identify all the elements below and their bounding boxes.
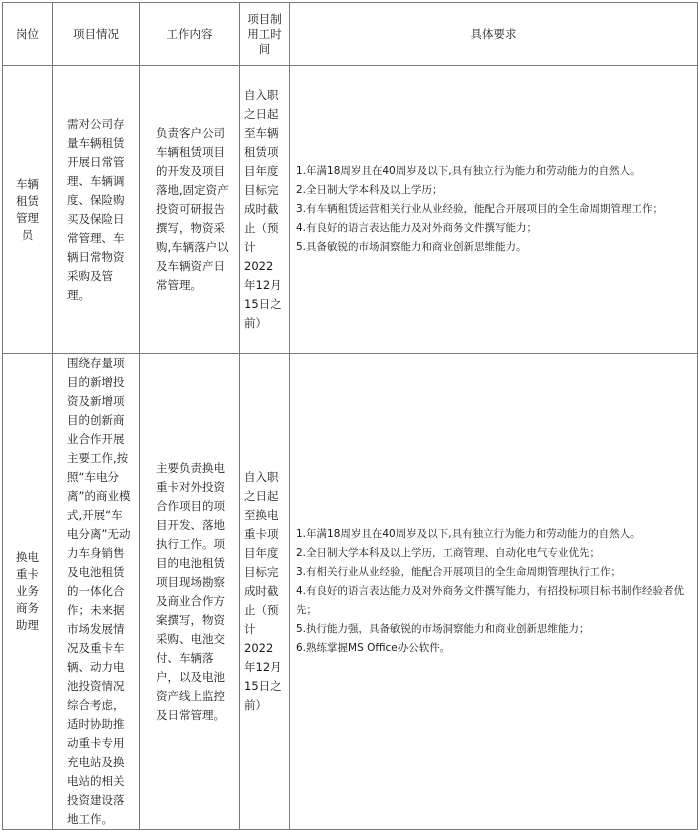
table-header-row bbox=[3, 3, 698, 66]
content-cell: 主要负责换电重卡对外投资合作项目的项目开发、落地执行工作。项目的电池租赁项目现场勘察及商业合作方案撰写，物资采购、电池交付、车辆落户，以及电池资产线上监控及日常管理。 bbox=[140, 354, 240, 830]
term-cell: 自入职之日起至车辆租赁项目年度目标完成时截止（预计2022年12月15日之前） bbox=[240, 66, 290, 354]
requirement-item: 3.有相关行业从业经验，能配合开展项目的全生命周期管理执行工作； bbox=[296, 566, 622, 578]
requirement-item: 4.有良好的语言表达能力及对外商务文件撰写能力； bbox=[296, 222, 538, 234]
requirement-item: 2.全日制大学本科及以上学历； bbox=[296, 184, 443, 196]
position-line: 换电 bbox=[16, 550, 39, 564]
content-cell: 负责客户公司车辆租赁项目的开发及项目落地,固定资产投资可研报告撰写，物资采购,车辆落户以及车辆资产日常管理。 bbox=[140, 66, 240, 354]
header-project: 项目情况 bbox=[53, 3, 140, 66]
table-row bbox=[3, 354, 698, 830]
position-line: 员 bbox=[21, 227, 34, 242]
requirement-item: 2.全日制大学本科及以上学历，工商管理、自动化电气专业优先； bbox=[296, 547, 601, 559]
position-cell bbox=[3, 354, 53, 830]
position-line: 重卡 bbox=[16, 567, 39, 581]
position-line: 车辆 bbox=[16, 176, 39, 191]
header-content: 工作内容 bbox=[140, 3, 240, 66]
header-position: 岗位 bbox=[3, 3, 53, 66]
requirements-cell bbox=[290, 66, 698, 354]
requirements-cell bbox=[290, 354, 698, 830]
term-cell: 自入职之日起至换电重卡项目年度目标完成时截止（预计2022年12月15日之前） bbox=[240, 354, 290, 830]
header-term-line: 项目制 bbox=[247, 11, 282, 26]
requirement-item: 1.年满18周岁且在40周岁及以下,具有独立行为能力和劳动能力的自然人。 bbox=[296, 165, 641, 177]
position-line: 业务 bbox=[16, 584, 39, 598]
position-line: 助理 bbox=[16, 618, 39, 632]
project-cell: 需对公司存量车辆租赁开展日常管理、车辆调度、保险购买及保险日常管理、车辆日常物资采购及管理。 bbox=[53, 66, 140, 354]
job-requirements-table bbox=[2, 2, 698, 830]
requirement-item: 5.具备敏锐的市场洞察能力和商业创新思维能力。 bbox=[296, 241, 527, 253]
position-line: 租赁 bbox=[16, 193, 39, 208]
position-line: 管理 bbox=[16, 210, 39, 225]
header-term-line: 间 bbox=[258, 41, 271, 56]
position-cell bbox=[3, 66, 53, 354]
header-term-line: 用工时 bbox=[247, 26, 282, 41]
project-cell: 围绕存量项目的新增投资及新增项目的创新商业合作开展主要工作,按照“车电分离”的商业模式,开展“车电分离”无动力车身销售及电池租赁的一体化合作；未来据市场发展情况及重卡车辆、动力电池投资情况综合考虑，适时协助推动重卡专用充电站及换电站的相关投资建设落地工作。 bbox=[53, 354, 140, 830]
requirement-item: 3.有车辆租赁运营相关行业从业经验，能配合开展项目的全生命周期管理工作； bbox=[296, 203, 664, 215]
position-line: 商务 bbox=[16, 601, 39, 615]
requirement-item: 1.年满18周岁且在40周岁及以下,具有独立行为能力和劳动能力的自然人。 bbox=[296, 528, 641, 540]
header-term bbox=[240, 3, 290, 66]
requirement-item: 6.熟练掌握MS Office办公软件。 bbox=[296, 642, 451, 654]
table-row bbox=[3, 66, 698, 354]
requirement-item: 4.有良好的语言表达能力及对外商务文件撰写能力，有招投标项目标书制作经验者优先； bbox=[296, 585, 685, 616]
header-requirements: 具体要求 bbox=[290, 3, 698, 66]
requirement-item: 5.执行能力强，具备敏锐的市场洞察能力和商业创新思维能力； bbox=[296, 623, 590, 635]
